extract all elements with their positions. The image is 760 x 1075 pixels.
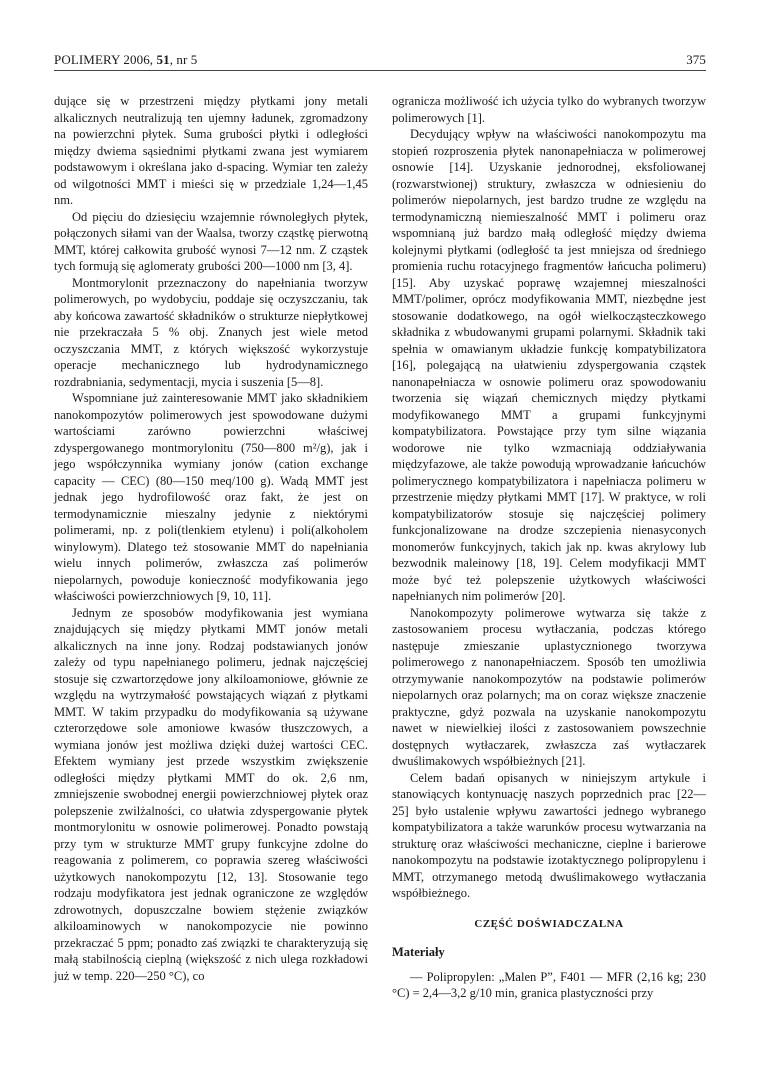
page-number: 375 [686, 52, 706, 67]
paragraph: Celem badań opisanych w niniejszym artykule i stanowiących kontynuację naszych poprzednich prac [22—25] było ustalenie wpływu zawartości jednego wybranego kompatybilizatora a także warunków procesu wytwarzania na strukturę oraz właściwości mechaniczne, cieplne i barierowe nanokompozytu na podstawie izotaktycznego polipropylenu i MMT, otrzymanego metodą dwuślimakowego wytłaczania współbieżnego. [392, 770, 706, 900]
paragraph: Montmorylonit przeznaczony do napełniania tworzyw polimerowych, po wydobyciu, poddaje się oczyszczaniu, tak aby końcowa zawartość składników o strukturze niepłytkowej nie przekraczała 5 % obj. Znanych jest wiele metod oczyszczania MMT, z których większość wykorzystuje operacje mechanicznego lub hydrodynamicznego rozdrabniania, sedymentacji, mycia i suszenia [5—8]. [54, 275, 368, 389]
paragraph: Decydujący wpływ na właściwości nanokompozytu ma stopień rozproszenia płytek nanonapełniacza w polimerowej osnowie [14]. Uzyskanie jednorodnej, eksfoliowanej (rozwarstwionej) struktury, zwłaszcza w odniesieniu do polimerów niepolarnych, jest bardzo trudne ze względu na termodynamiczną niemieszalność MMT i polimeru oraz wspomnianą już bardzo małą odległość między dwiema kolejnymi płytkami (odległość ta jest mniejsza od średniego promienia ruchu rotacyjnego fragmentów łańcucha polimeru) [15]. Aby uzyskać poprawę wzajemnej mieszalności MMT/polimer, oprócz modyfikowania MMT, niezbędne jest stosowanie dodatkowego, na ogół wielkocząsteczkowego składnika z wbudowanymi grupami polarnymi. Składnik taki spełnia w omawianym układzie funkcję kompatybilizatora [16], polegającą na ułatwieniu zdyspergowania cząstek nanonapełniacza w osnowie polimeru oraz spowodowaniu tworzenia się wiązań chemicznych między płytkami modyfikowanego MMT a grupami funkcyjnymi kompatybilizatora. Powstające przy tym silne wiązania wodorowe nie tylko wzmacniają oddziaływania międzyfazowe, ale także powodują wprowadzanie łańcuchów polimerycznego kompatybilizatora i napełniacza polimeru w przestrzenie między płytkami MMT [17]. W praktyce, w roli kompatybilizatorów stosuje się najczęściej polimery funkcjonalizowane na drodze szczepienia nienasyconych monomerów funkcyjnych, takich jak np. kwas akrylowy lub bezwodnik maleinowy [18, 19]. Celem modyfikacji MMT może być też polepszenie użytkowych właściwości napełnianych nim polimerów [20]. [392, 127, 706, 603]
left-column [54, 93, 368, 984]
volume-number: 51 [156, 52, 170, 67]
paragraph: Od pięciu do dziesięciu wzajemnie równoległych płytek, połączonych siłami van der Waalsa, tworzy cząstkę pierwotną MMT, której całkowita grubość wynosi 7—12 nm. Z cząstek tych formują się aglomeraty grubości 200—1000 nm [3, 4]. [54, 209, 368, 273]
journal-citation [54, 52, 197, 68]
paragraph: ogranicza możliwość ich użycia tylko do wybranych tworzyw polimerowych [1]. [392, 94, 706, 125]
paragraph: Nanokompozyty polimerowe wytwarza się także z zastosowaniem procesu wytłaczania, podczas którego następuje zmieszanie uplastycznionego tworzywa polimerowego z nanonapełniaczem. Sposób ten umożliwia otrzymywanie nanokompozytów na podstawie polimerów niepolarnych oraz polarnych; ma on coraz większe znaczenie praktyczne, gdyż pozwala na uzyskanie nanokompozytu nawet w niewielkiej ilości z zastosowaniem powszechnie dostępnych wytłaczarek, zwłaszcza zaś wytłaczarek dwuślimakowych współbieżnych [21]. [392, 605, 706, 768]
paragraph: dujące się w przestrzeni między płytkami jony metali alkalicznych neutralizują ten ujemny ładunek, zgromadzony na powierzchni płytek. Suma grubości płytki i odległości między dwiema sąsiednimi płytkami zwana jest wymiarem podstawowym i określana jako d-spacing. Wymiar ten zależy od wilgotności MMT i mieści się w przedziale 1,24—1,45 nm. [54, 94, 368, 207]
running-head [54, 52, 706, 68]
paragraph: Wspomniane już zainteresowanie MMT jako składnikiem nanokompozytów polimerowych jest spowodowane dużymi wartościami zarówno powierzchni właściwej zdyspergowanego montmorylonitu (750—800 m²/g), jak i jego współczynnika wymiany jonów (cation exchange capacity — CEC) (80—150 meq/100 g). Wadą MMT jest jednak jego hydrofilowość oraz fakt, że jest on termodynamicznie mieszalny jedynie z niektórymi polimerami, np. z poli(tlenkiem etylenu) i poli(alkoholem winylowym). Dlatego też stosowanie MMT do napełniania wielu innych polimerów, zwłaszcza zaś polimerów niepolarnych, powoduje konieczność modyfikowania jego właściwości powierzchniowych [9, 10, 11]. [54, 391, 368, 603]
subsection-title: Materiały [392, 945, 445, 959]
materials-item: — Polipropylen: „Malen P”, F401 — MFR (2,16 kg; 230 °C) = 2,4—3,2 g/10 min, granica plastyczności przy [392, 969, 706, 1000]
paragraph: Jednym ze sposobów modyfikowania jest wymiana znajdujących się między płytkami MMT jonów metali alkalicznych na inne jony. Rodzaj podstawianych jonów zależy od typu napełnianego polimeru, jednak najczęściej stosuje się czwartorzędowe jony alkiloamoniowe, głównie ze względu na wytrzymałość powstających wiązań z płytkami MMT. W takim przypadku do modyfikowania są używane czterorzędowe sole amoniowe kwasów tłuszczowych, a wymiana jonów jest możliwa dzięki dużej wartości CEC. Efektem wymiany jest przede wszystkim zwiększenie odległości między płytkami MMT do ok. 2,6 nm, zmniejszenie swobodnej energii powierzchniowej płytek oraz polepszenie zwilżalności, co ułatwia zdyspergowanie płytek montmorylonitu w osnowie polimerowej. Ponadto powstają przy tym w strukturze MMT grupy funkcyjne zdolne do reagowania z polimerem, co poprawia szereg właściwości użytkowych nanokompozytu [12, 13]. Stosowanie tego rodzaju modyfikatora jest jednak ograniczone ze względów zdrowotnych, dopuszczalne bowiem stężenie związków alkiloaminowych w nanokompozycie nie powinno przekraczać 5 ppm; ponadto zaś związki te charakteryzują się małą stabilnością cieplną (większość z nich ulega rozkładowi już w temp. 220—250 °C), co [54, 605, 368, 983]
right-column [392, 93, 706, 1002]
journal-name: POLIMERY 2006, [54, 52, 157, 67]
issue-number: , nr 5 [169, 52, 198, 67]
section-title: CZĘŚĆ DOŚWIADCZALNA [474, 917, 624, 930]
header-rule [54, 70, 706, 71]
